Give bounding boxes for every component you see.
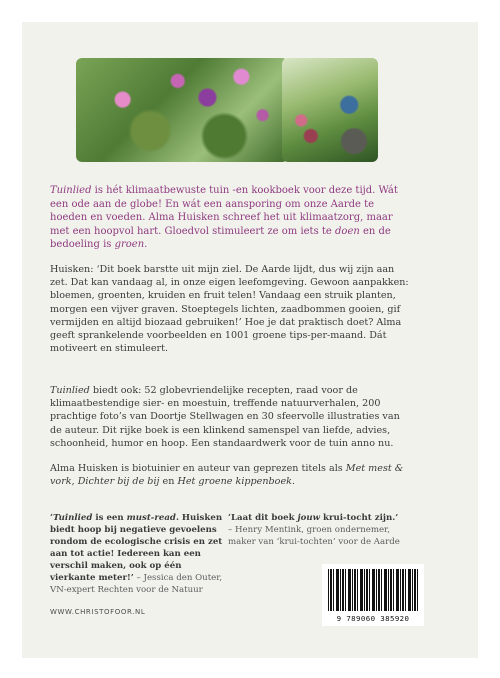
gardener-photo [282, 58, 378, 162]
intro-paragraph: Tuinlied is hét klimaatbewuste tuin -en kookboek voor deze tijd. Wát een ode aan de globe! En wát een aansporing om onze Aarde te hoeden en voeden. Alma Huisken schreef het uit klimaatzorg, maar met een hoopvol hart. Gloedvol stimuleert ze om iets te doen en de bedoeling is groen. [50, 185, 398, 251]
review-quote-2: ‘Laat dit boek jouw krui-tocht zijn.’ – Henry Mentink, groen ondernemer, maker van ‘krui-tochten’ voor de Aarde [228, 513, 400, 547]
review-quote-1: ‘Tuinlied is een must-read. Huisken biedt hoop bij negatieve gevoelens rondom de ecologische crisis en zet aan tot actie! Iedereen kan een verschil maken, ook op één vierkante meter!’ – Jessica den Outer, VN-expert Rechten voor de Natuur [50, 513, 223, 595]
book-title: Tuinlied [50, 185, 92, 196]
contents-paragraph: Tuinlied biedt ook: 52 globevriendelijke recepten, raad voor de klimaatbestendige sier- en moestuin, treffende natuurverhalen, 200 prachtige foto’s van Doortje Stellwagen en 30 sfeervolle illustraties van de auteur. Dit rijke boek is een klinkend samenspel van liefde, advies, schoonheid, humor en hoop. Een standaardwerk voor de tuin anno nu. [50, 385, 400, 449]
author-bio-paragraph: Alma Huisken is biotuinier en auteur van geprezen titels als Met mest & vork, Dichter bij de bij en Het groene kippenboek. [50, 463, 404, 488]
isbn-barcode [322, 564, 424, 626]
barcode-bars [328, 569, 418, 611]
author-quote-paragraph: Huisken: ‘Dit boek barstte uit mijn ziel. De Aarde lijdt, dus wij zijn aan zet. Dat kan vandaag al, in onze eigen leefomgeving. Gewoon aanpakken: bloemen, groenten, kruiden en fruit telen! Vandaag een struik planten, morgen een vijver graven. Stoeptegels lichten, zaadbommen gooien, gif vermijden en altijd biozaad gebruiken!’ Hoe je dat praktisch doet? Alma geeft sprankelende voorbeelden en 1001 groene tips-per-maand. Dát motiveert en stimuleert. [50, 264, 409, 355]
publisher-website: WWW.CHRISTOFOOR.NL [50, 608, 146, 616]
barcode-digits: 9 789060 385920 [336, 614, 410, 623]
flowers-photo [76, 58, 288, 162]
